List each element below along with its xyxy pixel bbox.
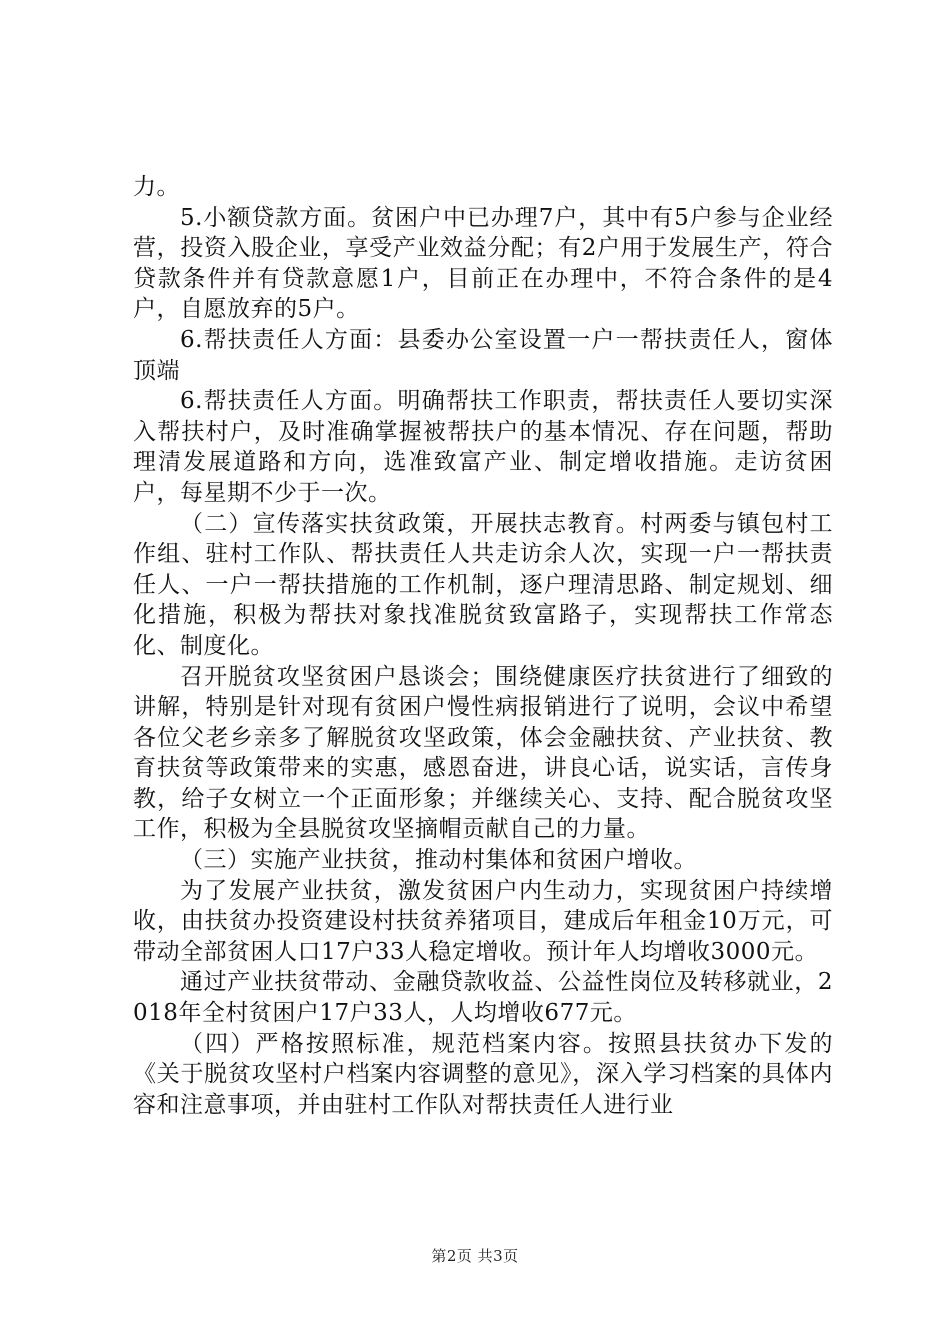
section-heading-industry: （三）实施产业扶贫，推动村集体和贫困户增收。 [180, 847, 697, 874]
paragraph-archive-standards: （四）严格按照标准，规范档案内容。按照县扶贫办下发的《关于脱贫攻坚村户档案内容调整的意见》，深入学习档案的具体内容和注意事项，并由驻村工作队对帮扶责任人进行业 [133, 1030, 833, 1118]
paragraph-responsible-person-note: 6.帮扶责任人方面：县委办公室设置一户一帮扶责任人，窗体顶端 [133, 326, 833, 384]
paragraph-policy-publicity: （二）宣传落实扶贫政策，开展扶志教育。村两委与镇包村工作组、驻村工作队、帮扶责任人共走访余人次，实现一户一帮扶责任人、一户一帮扶措施的工作机制，逐户理清思路、制定规划、细化措施，积极为帮扶对象找准脱贫致富路子，实现帮扶工作常态化、制度化。 [133, 510, 833, 659]
paragraph-microloan: 5.小额贷款方面。贫困户中已办理7户，其中有5户参与企业经营，投资入股企业，享受产业效益分配；有2户用于发展生产，符合贷款条件并有贷款意愿1户，目前正在办理中，不符合条件的是4户，自愿放弃的5户。 [133, 204, 833, 323]
paragraph-income-summary: 通过产业扶贫带动、金融贷款收益、公益性岗位及转移就业，2018年全村贫困户17户33人，人均增收677元。 [133, 969, 833, 1027]
document-body [133, 172, 833, 1120]
paragraph-meeting: 召开脱贫攻坚贫困户恳谈会；围绕健康医疗扶贫进行了细致的讲解，特别是针对现有贫困户慢性病报销进行了说明，会议中希望各位父老乡亲多了解脱贫攻坚政策，体会金融扶贫、产业扶贫、教育扶贫等政策带来的实惠，感恩奋进，讲良心话，说实话，言传身教，给子女树立一个正面形象；并继续关心、支持、配合脱贫攻坚工作，积极为全县脱贫攻坚摘帽贡献自己的力量。 [133, 663, 833, 843]
paragraph-pig-project: 为了发展产业扶贫，激发贫困户内生动力，实现贫困户持续增收，由扶贫办投资建设村扶贫养猪项目，建成后年租金10万元，可带动全部贫困人口17户33人稳定增收。预计年人均增收3000元。 [133, 877, 833, 965]
page-number: 第2页 共3页 [431, 1247, 519, 1265]
paragraph-responsible-person: 6.帮扶责任人方面。明确帮扶工作职责，帮扶责任人要切实深入帮扶村户，及时准确掌握被帮扶户的基本情况、存在问题，帮助理清发展道路和方向，选准致富产业、制定增收措施。走访贫困户，每星期不少于一次。 [133, 388, 833, 506]
paragraph-continuation: 力。 [133, 174, 180, 200]
